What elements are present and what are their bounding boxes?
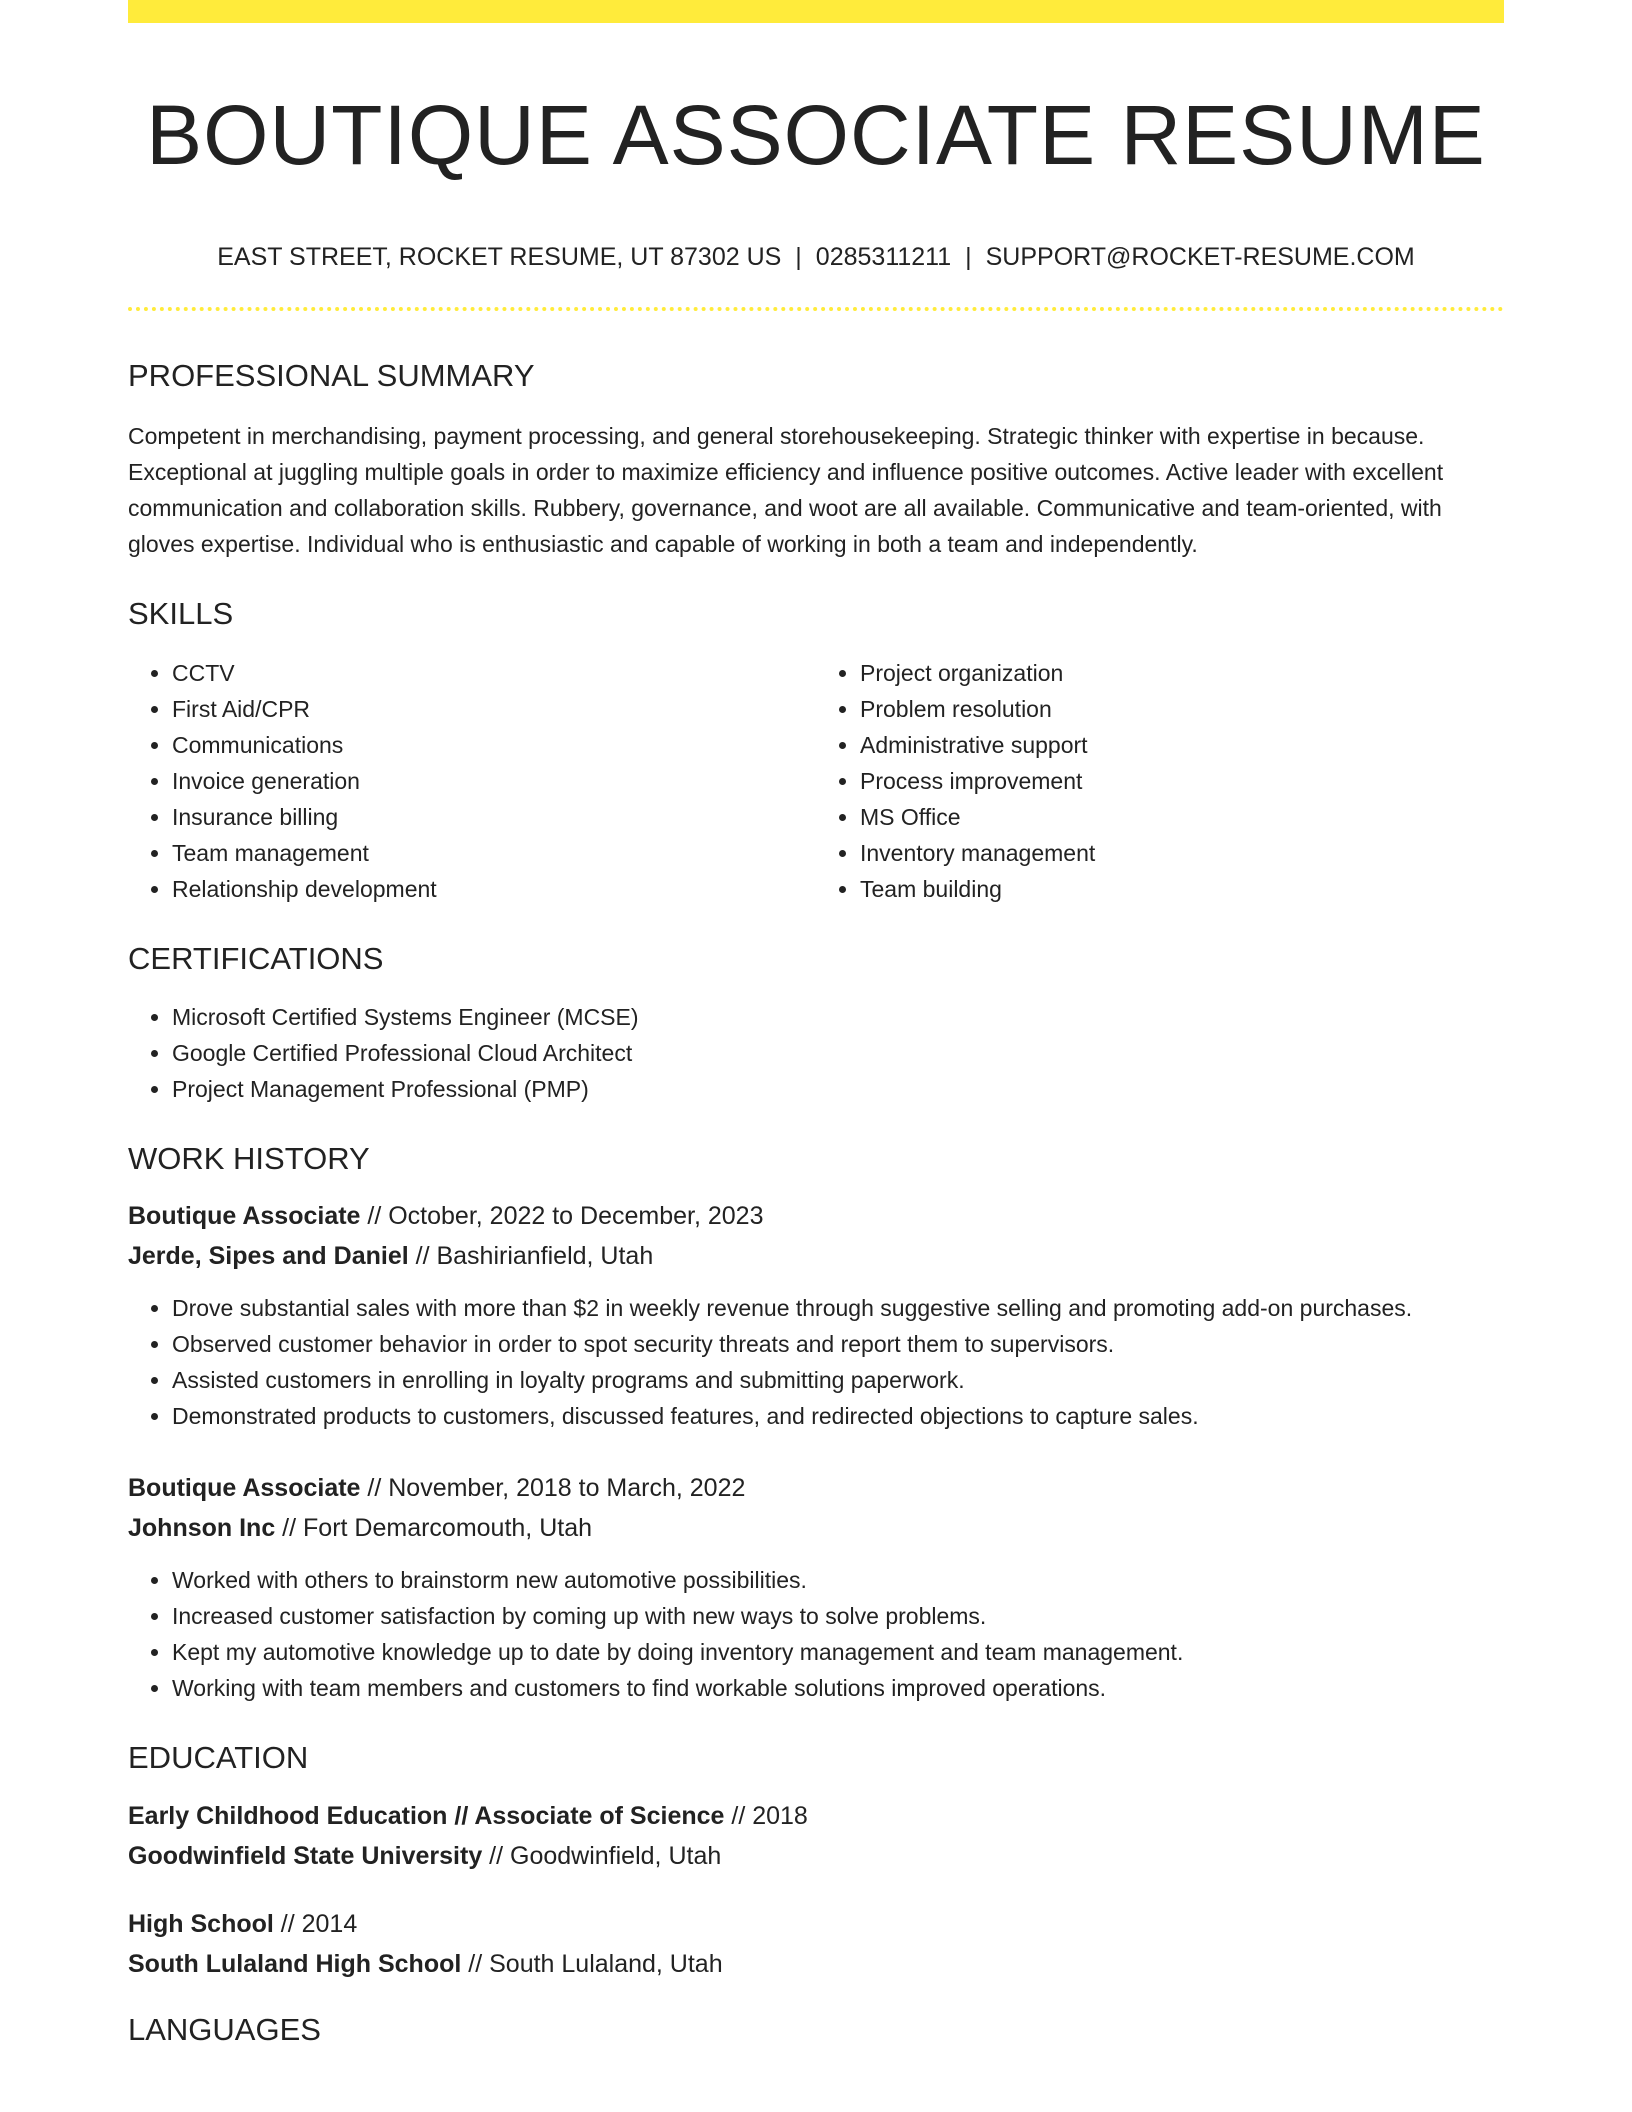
job-bullet: • Assisted customers in enrolling in loyalty programs and submitting paperwork. bbox=[172, 1362, 1504, 1398]
skill-item: • First Aid/CPR bbox=[172, 691, 816, 727]
skill-item: • Communications bbox=[172, 727, 816, 763]
contact-separator: | bbox=[965, 242, 972, 271]
education-degree-line bbox=[128, 1904, 1504, 1944]
skill-item: • Process improvement bbox=[860, 763, 1504, 799]
job-company-line bbox=[128, 1236, 1504, 1276]
certifications-list bbox=[128, 999, 1504, 1107]
job-company: Johnson Inc bbox=[128, 1514, 276, 1543]
education-school-line bbox=[128, 1944, 1504, 1984]
job-dates: // October, 2022 to December, 2023 bbox=[360, 1202, 764, 1231]
job-dates: // November, 2018 to March, 2022 bbox=[360, 1474, 746, 1503]
contact-line bbox=[128, 241, 1504, 274]
education-degree: High School bbox=[128, 1910, 274, 1939]
skill-item: • Problem resolution bbox=[860, 691, 1504, 727]
job-role: Boutique Associate bbox=[128, 1202, 361, 1231]
job-bullets bbox=[128, 1562, 1504, 1706]
skill-item: • MS Office bbox=[860, 799, 1504, 835]
job-bullets bbox=[128, 1290, 1504, 1434]
contact-email: SUPPORT@ROCKET-RESUME.COM bbox=[985, 242, 1415, 271]
certification-item: • Google Certified Professional Cloud Architect bbox=[172, 1035, 1504, 1071]
job-bullet: • Kept my automotive knowledge up to date by doing inventory management and team management. bbox=[172, 1634, 1504, 1670]
skills-list-right bbox=[816, 655, 1504, 907]
job-role: Boutique Associate bbox=[128, 1474, 361, 1503]
skill-item: • Administrative support bbox=[860, 727, 1504, 763]
resume-content bbox=[128, 0, 1504, 2048]
job-bullet: • Drove substantial sales with more than $2 in weekly revenue through suggestive selling and promoting add-on purchases. bbox=[172, 1290, 1504, 1326]
skill-item: • Project organization bbox=[860, 655, 1504, 691]
education-year: // 2014 bbox=[273, 1910, 358, 1939]
skills-heading: SKILLS bbox=[128, 596, 234, 632]
job-entry bbox=[128, 1196, 1504, 1434]
contact-phone: 0285311211 bbox=[815, 242, 952, 271]
accent-top-bar bbox=[128, 0, 1504, 23]
certifications-heading: CERTIFICATIONS bbox=[128, 940, 384, 976]
contact-address: EAST STREET, ROCKET RESUME, UT 87302 US bbox=[217, 242, 782, 271]
education-school-line bbox=[128, 1836, 1504, 1876]
education-year: // 2018 bbox=[724, 1802, 808, 1831]
skill-item: • Team management bbox=[172, 835, 816, 871]
dotted-divider bbox=[128, 307, 1504, 311]
education-heading: EDUCATION bbox=[128, 1740, 309, 1776]
education-location: // South Lulaland, Utah bbox=[461, 1950, 723, 1979]
languages-heading: LANGUAGES bbox=[128, 2012, 321, 2048]
skills-columns bbox=[128, 655, 1504, 907]
job-location: // Bashirianfield, Utah bbox=[408, 1242, 654, 1271]
work-history-heading: WORK HISTORY bbox=[128, 1140, 370, 1176]
summary-heading: PROFESSIONAL SUMMARY bbox=[128, 358, 535, 394]
job-bullet: • Observed customer behavior in order to spot security threats and report them to supervisors. bbox=[172, 1326, 1504, 1362]
summary-text: Competent in merchandising, payment processing, and general storehousekeeping. Strategic thinker with expertise in because. Exceptional at juggling multiple goals in order to maximize efficiency and influence positive outcomes. Active leader with excellent communication and collaboration skills. Rubbery, governance, and woot are all available. Communicative and team-oriented, with gloves expertise. Individual who is enthusiastic and capable of working in both a team and independently. bbox=[128, 423, 1444, 558]
certification-item: • Project Management Professional (PMP) bbox=[172, 1071, 1504, 1107]
education-school: South Lulaland High School bbox=[128, 1950, 462, 1979]
job-bullet: • Working with team members and customers to find workable solutions improved operations. bbox=[172, 1670, 1504, 1706]
certification-item: • Microsoft Certified Systems Engineer (MCSE) bbox=[172, 999, 1504, 1035]
job-bullet: • Worked with others to brainstorm new automotive possibilities. bbox=[172, 1562, 1504, 1598]
resume-name: BOUTIQUE ASSOCIATE RESUME bbox=[146, 88, 1486, 182]
job-title-line bbox=[128, 1468, 1504, 1508]
skill-item: • Inventory management bbox=[860, 835, 1504, 871]
job-location: // Fort Demarcomouth, Utah bbox=[275, 1514, 593, 1543]
education-degree-line bbox=[128, 1796, 1504, 1836]
education-degree: Early Childhood Education // Associate of Science bbox=[128, 1802, 725, 1831]
skill-item: • Insurance billing bbox=[172, 799, 816, 835]
education-entry bbox=[128, 1904, 1504, 1984]
education-entry bbox=[128, 1796, 1504, 1876]
job-bullet: • Increased customer satisfaction by coming up with new ways to solve problems. bbox=[172, 1598, 1504, 1634]
skill-item: • CCTV bbox=[172, 655, 816, 691]
job-title-line bbox=[128, 1196, 1504, 1236]
education-school: Goodwinfield State University bbox=[128, 1842, 483, 1871]
skill-item: • Invoice generation bbox=[172, 763, 816, 799]
education-location: // Goodwinfield, Utah bbox=[482, 1842, 722, 1871]
skills-list-left bbox=[128, 655, 816, 907]
skill-item: • Team building bbox=[860, 871, 1504, 907]
job-bullet: • Demonstrated products to customers, discussed features, and redirected objections to capture sales. bbox=[172, 1398, 1504, 1434]
skill-item: • Relationship development bbox=[172, 871, 816, 907]
contact-separator: | bbox=[795, 242, 802, 271]
job-entry bbox=[128, 1468, 1504, 1706]
job-company: Jerde, Sipes and Daniel bbox=[128, 1242, 409, 1271]
job-company-line bbox=[128, 1508, 1504, 1548]
